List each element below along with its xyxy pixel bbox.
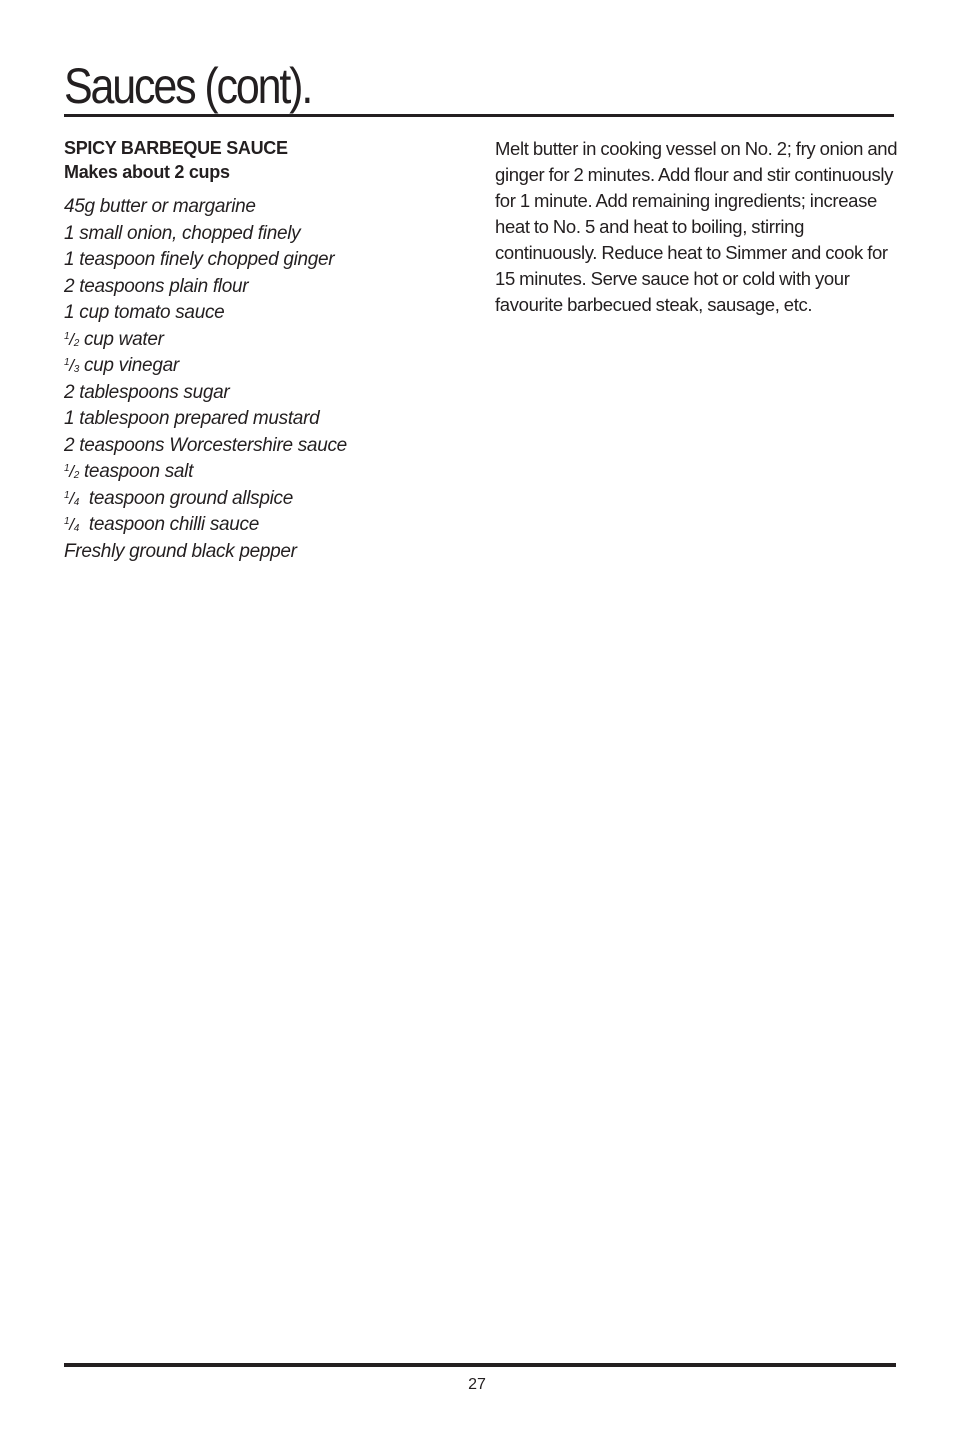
fraction-numerator: 1 (64, 489, 70, 501)
ingredient-text: Freshly ground black pepper (64, 540, 297, 562)
title-divider (64, 114, 894, 117)
ingredient-item (64, 406, 464, 433)
ingredient-text: teaspoon chilli sauce (78, 514, 260, 535)
fraction-numerator: 1 (64, 463, 70, 474)
ingredient-item (64, 459, 464, 486)
ingredient-item (64, 194, 464, 221)
ingredient-text: 2 tablespoons sugar (64, 381, 230, 403)
ingredient-item (64, 539, 464, 566)
fraction-numerator: 1 (64, 516, 70, 527)
fraction-denominator: 4 (73, 496, 79, 508)
ingredient-item (64, 380, 464, 407)
fraction: $^1/_4$ (64, 515, 79, 534)
fraction-numerator: 1 (64, 357, 70, 368)
ingredient-item (64, 247, 464, 274)
fraction-denominator: 3 (73, 364, 79, 375)
fraction-denominator: 2 (73, 337, 79, 349)
fraction: $^1/_4$ (64, 488, 79, 508)
ingredient-list (64, 194, 464, 565)
ingredient-item (64, 221, 464, 248)
recipe-name: SPICY BARBEQUE SAUCE (64, 138, 288, 158)
ingredients-column (64, 136, 464, 565)
ingredient-item (64, 327, 464, 354)
recipe-method: Melt butter in cooking vessel on No. 2; fry onion and ginger for 2 minutes. Add flour and stir continuously for 1 minute. Add remaining ingredients; increase heat to No. 5 and heat to boiling, stirring continuously. Reduce heat to Simmer and cook for 15 minutes. Serve sauce hot or cold with your favourite barbecued steak, sausage, etc. (495, 138, 898, 315)
ingredient-text: 1 small onion, chopped finely (64, 222, 301, 244)
recipe-yield: Makes about 2 cups (64, 162, 230, 182)
ingredient-text: 1 tablespoon prepared mustard (64, 408, 320, 429)
fraction: $^1/_3$ (64, 356, 79, 375)
ingredient-item (64, 353, 464, 380)
ingredient-text: 45g butter or margarine (64, 196, 256, 217)
ingredient-text: 2 teaspoons Worcestershire sauce (64, 434, 347, 456)
ingredient-text: teaspoon ground allspice (78, 487, 293, 509)
ingredient-text: cup water (78, 328, 164, 350)
fraction-denominator: 2 (73, 470, 79, 481)
page-title: Sauces (cont). (64, 58, 312, 114)
ingredient-text: cup vinegar (78, 355, 179, 376)
ingredient-text: 1 cup tomato sauce (64, 302, 225, 323)
ingredient-item (64, 274, 464, 301)
ingredient-text: 1 teaspoon finely chopped ginger (64, 249, 335, 270)
fraction-denominator: 4 (73, 523, 79, 534)
ingredient-item (64, 433, 464, 460)
fraction: $^1/_2$ (64, 462, 79, 481)
footer-divider (64, 1363, 896, 1367)
fraction: $^1/_2$ (64, 329, 79, 349)
page-number: 27 (468, 1376, 486, 1393)
ingredient-text: teaspoon salt (78, 461, 194, 482)
fraction-numerator: 1 (64, 330, 70, 342)
ingredient-item (64, 512, 464, 539)
ingredient-item (64, 486, 464, 513)
ingredient-item (64, 300, 464, 327)
ingredient-text: 2 teaspoons plain flour (64, 275, 249, 297)
